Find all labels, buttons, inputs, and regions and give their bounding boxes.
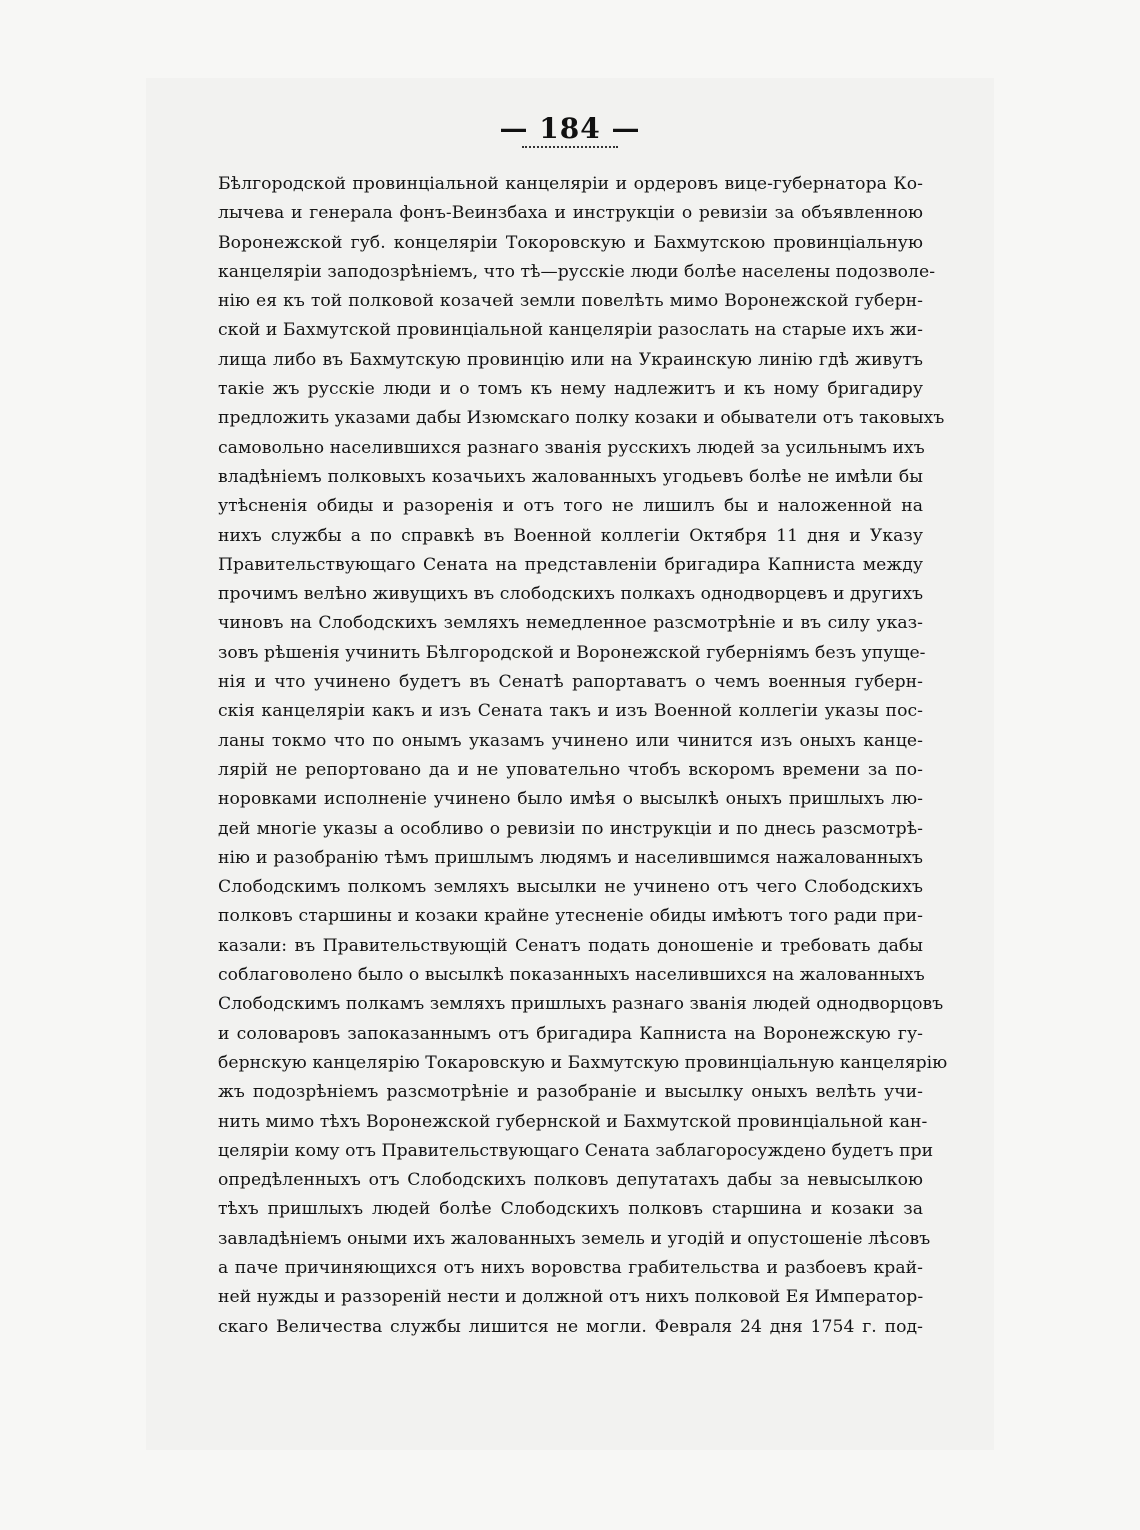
text-line: тѣхъ пришлыхъ людей болѣе Слободскихъ полковъ старшина и козаки за — [218, 1199, 923, 1220]
text-line: скаго Величества службы лишится не могли. Февраля 24 дня 1754 г. под- — [218, 1316, 923, 1337]
text-line: жъ подозрѣніемъ разсмотрѣніе и разобраніе и высылку оныхъ велѣть учи- — [218, 1082, 923, 1103]
text-line: чиновъ на Слободскихъ земляхъ немедленное разсмотрѣніе и въ силу указ- — [218, 613, 923, 634]
text-line: опредѣленныхъ отъ Слободскихъ полковъ депутатахъ дабы за невысылкою — [218, 1170, 923, 1191]
text-line: нію и разобранію тѣмъ пришлымъ людямъ и населившимся нажалованныхъ — [218, 847, 923, 868]
text-line: зовъ рѣшенія учинить Бѣлгородской и Воронежской губерніямъ безъ упуще- — [218, 642, 926, 663]
text-line: лища либо въ Бахмутскую провинцію или на Украинскую линію гдѣ живутъ — [218, 349, 923, 370]
text-line: норовками исполненіе учинено было имѣя о высылкѣ оныхъ пришлыхъ лю- — [218, 789, 923, 810]
text-line: утѣсненія обиды и разоренія и отъ того не лишилъ бы и наложенной на — [218, 496, 923, 517]
text-line: Слободскимъ полкомъ земляхъ высылки не учинено отъ чего Слободскихъ — [218, 877, 923, 898]
text-line: скія канцеляріи какъ и изъ Сената такъ и изъ Военной коллегіи указы пос- — [218, 701, 923, 722]
text-line: и соловаровъ запоказаннымъ отъ бригадира Капниста на Воронежскую гу- — [218, 1023, 923, 1044]
text-line: нію ея къ той полковой козачей земли повелѣть мимо Воронежской губерн- — [218, 291, 923, 312]
text-line: Правительствующаго Сената на представленіи бригадира Капниста между — [218, 554, 923, 575]
text-line: Бѣлгородской провинціальной канцеляріи и ордеровъ вице-губернатора Ко- — [218, 174, 923, 194]
text-line: казали: въ Правительствующій Сенатъ подать доношеніе и требовать дабы — [218, 935, 923, 956]
text-line: нить мимо тѣхъ Воронежской губернской и Бахмутской провинціальной кан- — [218, 1111, 928, 1132]
text-line: ней нужды и раззореній нести и должной отъ нихъ полковой Ея Император- — [218, 1287, 924, 1308]
text-line: ланы токмо что по онымъ указамъ учинено или чинится изъ оныхъ канце- — [218, 730, 923, 751]
text-line: бернскую канцелярію Токаровскую и Бахмутскую провинціальную канцелярію — [218, 1052, 948, 1073]
text-line: ской и Бахмутской провинціальной канцеляріи разослать на старые ихъ жи- — [218, 320, 923, 341]
text-line: нія и что учинено будетъ въ Сенатѣ рапортаватъ о чемъ военныя губерн- — [218, 672, 923, 693]
text-line: полковъ старшины и козаки крайне утесненіе обиды имѣютъ того ради при- — [218, 906, 923, 927]
text-line: а паче причиняющихся отъ нихъ воровства грабительства и разбоевъ край- — [218, 1257, 923, 1278]
text-line: завладѣніемъ оными ихъ жалованныхъ земель и угодій и опустошеніе лѣсовъ — [218, 1228, 931, 1249]
text-line: самовольно населившихся разнаго званія русскихъ людей за усильнымъ ихъ — [218, 437, 925, 458]
text-line: предложить указами дабы Изюмскаго полку козаки и обыватели отъ таковыхъ — [218, 408, 945, 429]
text-line: прочимъ велѣно живущихъ въ слободскихъ полкахъ однодворцевъ и другихъ — [218, 584, 924, 605]
text-line: соблаговолено было о высылкѣ показанныхъ населившихся на жалованныхъ — [218, 965, 925, 986]
text-line: владѣніемъ полковыхъ козачьихъ жалованныхъ угодьевъ болѣе не имѣли бы — [218, 466, 923, 487]
body-text — [218, 170, 948, 1342]
text-line: целяріи кому отъ Правительствующаго Сената заблагоросуждено будетъ при — [218, 1140, 934, 1161]
text-line: Слободскимъ полкамъ земляхъ пришлыхъ разнаго званія людей однодворцовъ — [218, 994, 944, 1015]
text-line: такіе жъ русскіе люди и о томъ къ нему надлежитъ и къ ному бригадиру — [218, 379, 923, 400]
text-line: лычева и генерала фонъ-Веинзбаха и инструкціи о ревизіи за объявленною — [218, 203, 923, 224]
page-number-ornament — [522, 146, 618, 153]
page-number: — 184 — — [499, 112, 641, 145]
text-line: нихъ службы а по справкѣ въ Военной коллегіи Октября 11 дня и Указу — [218, 525, 923, 546]
text-line: лярій не репортовано да и не уповательно чтобъ вскоромъ времени за по- — [218, 759, 923, 780]
text-line: канцеляріи заподозрѣніемъ, что тѣ—русскіе люди болѣе населены подозволе- — [218, 261, 936, 282]
text-line: дей многіе указы а особливо о ревизіи по инструкціи и по днесь разсмотрѣ- — [218, 818, 923, 839]
text-line: Воронежской губ. концеляріи Токоровскую и Бахмутскою провинціальную — [218, 232, 923, 253]
